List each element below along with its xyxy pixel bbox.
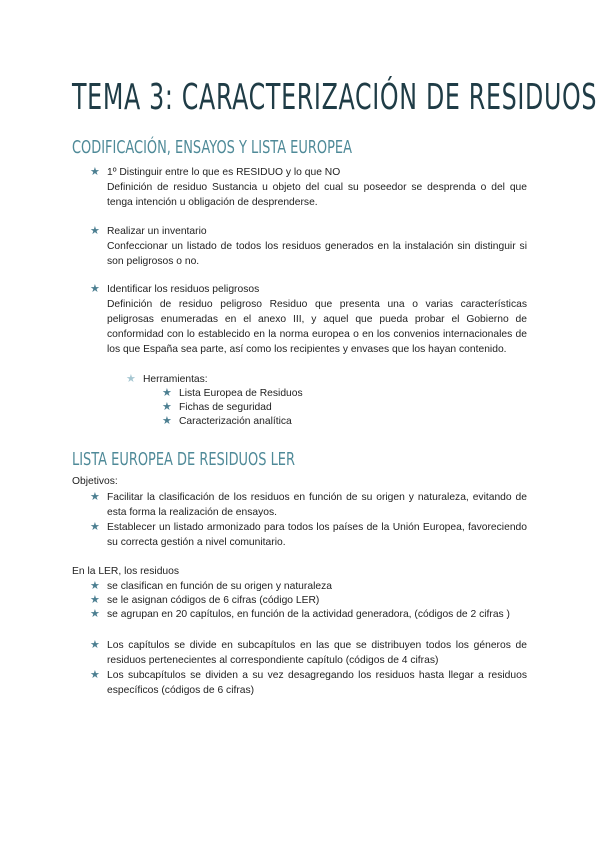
list-item [90,593,527,608]
ler-item-text: se agrupan en 20 capítulos, en función de la actividad generadora, (códigos de 2 cifras ) [107,609,510,620]
list-item-body: Definición de residuo peligroso Residuo que presenta una o varias características peligrosas enumeradas en el anexo III, y aquel que pueda probar el Gobierno de conformidad con lo establecido en la norma europea o en los convenios internacionales de los que España sea parte, así como los recipientes y envases que los hayan contenido. [107,299,527,355]
section-heading-ler: LISTA EUROPEA DE RESIDUOS LER [72,449,295,470]
star-bullet-icon: ★ [90,166,100,178]
list-item [162,414,292,429]
star-bullet-icon: ★ [90,594,100,606]
list-item-body: Definición de residuo Sustancia u objeto del cual su poseedor se desprenda o del que tenga intención u obligación de desprenderse. [107,182,527,208]
ler-item-text: se clasifican en función de su origen y naturaleza [107,581,332,592]
list-item [90,282,527,357]
tools-label-row [126,372,208,387]
list-item [90,607,527,622]
list-item [90,165,527,210]
page-title: TEMA 3: CARACTERIZACIÓN DE RESIDUOS [72,77,598,118]
star-bullet-icon: ★ [90,521,100,533]
star-bullet-icon: ★ [90,669,100,681]
star-bullet-icon: ★ [90,639,100,651]
ler-item-text: se le asignan códigos de 6 cifras (código LER) [107,595,320,606]
list-item-lead: 1º Distinguir entre lo que es RESIDUO y lo que NO [107,167,341,178]
tool-item: Lista Europea de Residuos [179,388,303,399]
list-item [90,638,527,668]
list-item [90,490,527,520]
objetivo-text: Facilitar la clasificación de los residuos en función de su origen y naturaleza, evitando de esta forma la realización de ensayos. [107,492,527,518]
ler-label: En la LER, los residuos [72,566,180,577]
list-item [162,400,272,415]
list-item [90,668,527,698]
objetivos-label: Objetivos: [72,476,118,487]
star-bullet-icon: ★ [90,608,100,620]
list-item-lead: Realizar un inventario [107,226,207,237]
star-bullet-icon: ★ [162,401,172,413]
list-item [162,386,303,401]
list-item [90,579,527,594]
star-bullet-icon: ★ [90,283,100,295]
tools-label: Herramientas: [143,374,208,385]
ler-item-text: Los capítulos se divide en subcapítulos en las que se distribuyen todos los géneros de residuos pertenecientes al correspondiente capítulo (códigos de 4 cifras) [107,640,527,666]
star-bullet-icon: ★ [90,225,100,237]
star-bullet-icon: ★ [90,491,100,503]
list-item-body: Confeccionar un listado de todos los residuos generados en la instalación sin distinguir si son peligrosos o no. [107,241,527,267]
tool-item: Caracterización analítica [179,416,292,427]
star-bullet-icon: ★ [162,415,172,427]
section-heading-codificacion: CODIFICACIÓN, ENSAYOS Y LISTA EUROPEA [72,137,352,158]
list-item-lead: Identificar los residuos peligrosos [107,284,260,295]
objetivo-text: Establecer un listado armonizado para todos los países de la Unión Europea, favoreciendo su correcta gestión a nivel comunitario. [107,522,527,548]
star-bullet-icon: ★ [90,580,100,592]
star-bullet-icon: ★ [162,387,172,399]
star-bullet-icon: ★ [126,373,136,385]
ler-item-text: Los subcapítulos se dividen a su vez desagregando los residuos hasta llegar a residuos específicos (códigos de 6 cifras) [107,670,527,696]
list-item [90,520,527,550]
list-item [90,224,527,269]
tool-item: Fichas de seguridad [179,402,272,413]
